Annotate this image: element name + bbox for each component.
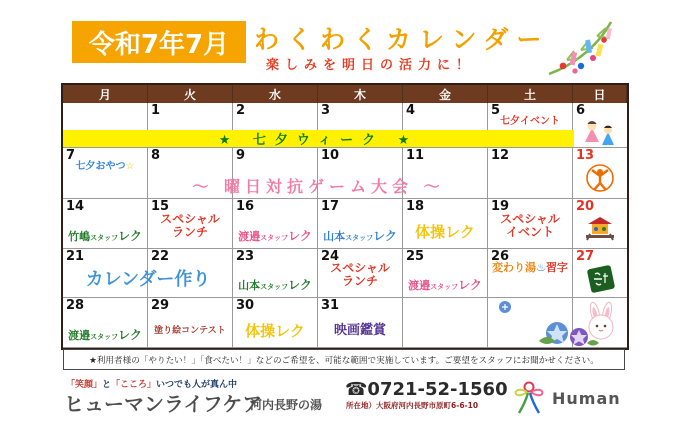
weekday-sun: 日 [573, 85, 627, 103]
day-cell-31: 31 映画鑑賞 [318, 298, 403, 348]
human-logo [512, 380, 621, 416]
day-cell-6: 6 [573, 103, 627, 148]
day-cell-1: 1 [148, 103, 233, 148]
day-cell-5: 5 七夕イベント [488, 103, 573, 148]
day-cell-27: 27 [573, 249, 627, 298]
orihime-hikoboshi-icon [573, 118, 627, 146]
onsen-icon: ♨ [536, 261, 546, 274]
event-calendar-making: カレンダー作り [85, 269, 211, 290]
event-staff-rec: 渡邉スタッフレク [68, 328, 142, 343]
human-logo-text: Human [552, 388, 621, 408]
event-coloring-contest: 塗り絵コンテスト [154, 326, 226, 337]
event-movie-viewing: 映画鑑賞 [333, 322, 386, 338]
day-cell-21: 21 [63, 249, 148, 298]
weekday-fri: 金 [403, 85, 488, 103]
address-text: 所在地）大阪府河内長野市原町6-6-10 [346, 401, 479, 410]
day-cell-26: 26 変わり湯♨習字 [488, 249, 573, 298]
event-staff-rec: 山本スタッフレク [238, 278, 312, 293]
day-cell-30: 30 体操レク [233, 298, 318, 348]
day-cell-7: 7 七夕おやつ☆ [63, 148, 148, 199]
day-cell-15: 15 スペシャル ランチ [148, 199, 233, 249]
month-label: 令和7年7月 [88, 29, 230, 60]
game-tournament-banner: ～ 曜日対抗ゲーム大会 ～ [192, 176, 445, 196]
day-cell-25: 25 渡邉スタッフレク [403, 249, 488, 298]
star-icon: ☆ [125, 161, 135, 172]
event-taiso-rec: 体操レク [415, 222, 475, 241]
day-cell-10: 10 [318, 148, 403, 199]
weekday-thu: 木 [318, 85, 403, 103]
day-cell-28: 28 渡邉スタッフレク [63, 298, 148, 348]
event-special-lunch: スペシャル ランチ [160, 212, 220, 240]
calendar-grid [63, 85, 627, 348]
event-special-event: スペシャル イベント [500, 212, 560, 240]
day-cell-9: 9 [233, 148, 318, 199]
day-cell-24: 24 スペシャル ランチ [318, 249, 403, 298]
day-cell-3: 3 [318, 103, 403, 148]
day-cell-17: 17 山本スタッフレク [318, 199, 403, 249]
day-cell-2: 2 [233, 103, 318, 148]
day-cell-18: 18 体操レク [403, 199, 488, 249]
event-special-lunch: スペシャル ランチ [330, 261, 390, 289]
branch-name: 河内長野の湯 [250, 398, 323, 412]
event-tanabata-snack: 七夕おやつ☆ [75, 161, 135, 172]
page-subtitle: 楽しみを明日の活力に！ [266, 58, 476, 73]
day-cell-29: 29 塗り絵コンテスト [148, 298, 233, 348]
day-cell-empty [403, 298, 488, 348]
company-logo-text: ヒューマンライフケア [64, 392, 263, 416]
company-tagline: 「笑顔」と「こころ」いつでも人が真ん中 [66, 380, 238, 390]
event-kawari-yu-shuji: 変わり湯♨習字 [492, 261, 568, 274]
weekday-wed: 水 [233, 85, 318, 103]
note-box: ★利用者様の「やりたい！」「食べたい！」などのご希望を、可能な範囲で実施しています。ご要望をスタッフにお聞かせください。 [63, 349, 625, 370]
day-cell-16: 16 渡邉スタッフレク [233, 199, 318, 249]
weekday-sat: 土 [488, 85, 573, 103]
event-staff-rec: 竹嶋スタッフレク [68, 229, 142, 244]
event-staff-rec: 渡邉スタッフレク [408, 278, 482, 293]
tanabata-week-banner: ★ 七夕ウィーク ★ [63, 130, 574, 147]
tanabata-bamboo-icon [541, 14, 619, 80]
kawari-yu-sign-icon [573, 264, 627, 294]
weekday-mon: 月 [63, 85, 148, 103]
event-taiso-rec: 体操レク [245, 321, 305, 340]
month-label-box [72, 21, 246, 63]
day-cell-11: 11 [403, 148, 488, 199]
day-cell-13: 13 [573, 148, 627, 199]
phone-number: ☎0721-52-1560 [345, 379, 508, 400]
day-cell-20: 20 [573, 199, 627, 249]
event-tanabata-event: 七夕イベント [500, 116, 560, 127]
human-figure-icon [512, 380, 546, 416]
rabbit-morning-glory-icon [491, 299, 625, 350]
day-cell-8: 8 [148, 148, 233, 199]
day-cell-12: 12 [488, 148, 573, 199]
exercise-stamp-icon [573, 163, 627, 193]
mikoshi-festival-icon [573, 214, 627, 242]
page-title: わくわくカレンダー [254, 25, 550, 54]
day-cell-23: 23 山本スタッフレク [233, 249, 318, 298]
event-staff-rec: 山本スタッフレク [323, 229, 397, 244]
weekday-tue: 火 [148, 85, 233, 103]
day-cell-4: 4 [403, 103, 488, 148]
day-cell-19: 19 スペシャル イベント [488, 199, 573, 249]
day-cell-22: 22 [148, 249, 233, 298]
day-cell-14: 14 竹嶋スタッフレク [63, 199, 148, 249]
event-staff-rec: 渡邉スタッフレク [238, 229, 312, 244]
